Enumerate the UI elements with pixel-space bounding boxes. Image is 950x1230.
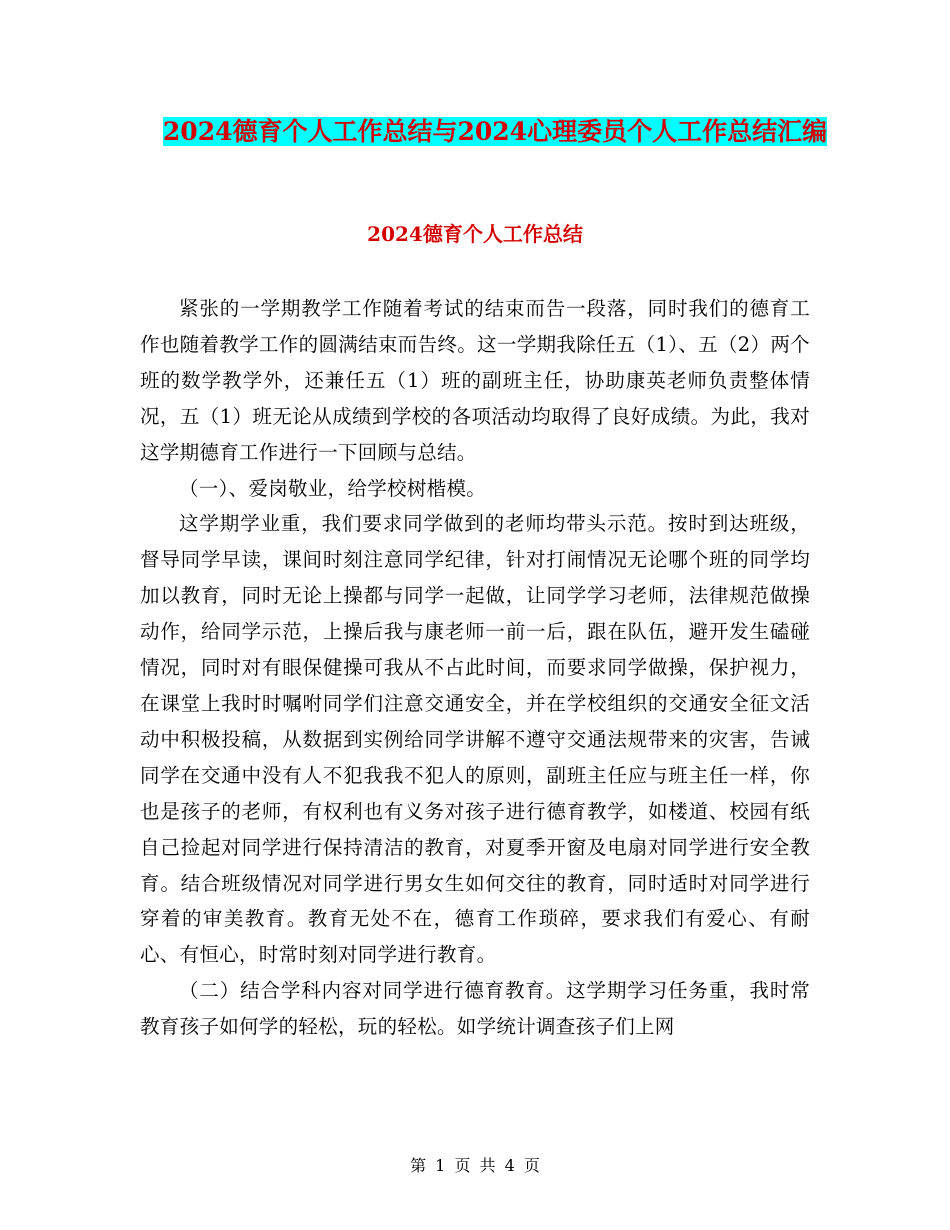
body-paragraph-2: （一）、爱岗敬业，给学校树楷模。 <box>179 476 487 500</box>
document-body <box>140 291 810 1045</box>
body-paragraph-4: （二）结合学科内容对同学进行德育教育。这学期学习任务重，我时常教育孩子如何学的轻松，玩的轻松。如学统计调查孩子们上网 <box>140 979 810 1039</box>
body-paragraph-1: 紧张的一学期教学工作随着考试的结束而告一段落，同时我们的德育工作也随着教学工作的圆满结束而告终。这一学期我除任五（1）、五（2）两个班的数学教学外，还兼任五（1）班的副班主任，协助康英老师负责整体情况，五（1）班无论从成绩到学校的各项活动均取得了良好成绩。为此，我对这学期德育工作进行一下回顾与总结。 <box>140 297 810 464</box>
document-title <box>140 108 850 155</box>
page-footer: 第 1 页 共 4 页 <box>410 1156 540 1175</box>
section-title: 2024德育个人工作总结 <box>367 222 583 246</box>
body-paragraph-3: 这学期学业重，我们要求同学做到的老师均带头示范。按时到达班级，督导同学早读，课间时刻注意同学纪律，针对打闹情况无论哪个班的同学均加以教育，同时无论上操都与同学一起做，让同学学习老师，法律规范做操动作，给同学示范，上操后我与康老师一前一后，跟在队伍，避开发生磕碰情况，同时对有眼保健操可我从不占此时间，而要求同学做操，保护视力，在课堂上我时时嘱咐同学们注意交通安全，并在学校组织的交通安全征文活动中积极投稿，从数据到实例给同学讲解不遵守交通法规带来的灾害，告诫同学在交通中没有人不犯我我不犯人的原则，副班主任应与班主任一样，你也是孩子的老师，有权利也有义务对孩子进行德育教学，如楼道、校园有纸自己捡起对同学进行保持清洁的教育，对夏季开窗及电扇对同学进行安全教育。结合班级情况对同学进行男女生如何交往的教育，同时适时对同学进行穿着的审美教育。教育无处不在，德育工作琐碎，要求我们有爱心、有耐心、有恒心，时常时刻对同学进行教育。 <box>140 512 810 967</box>
document-title-text: 2024德育个人工作总结与2024心理委员个人工作总结汇编 <box>162 117 828 146</box>
